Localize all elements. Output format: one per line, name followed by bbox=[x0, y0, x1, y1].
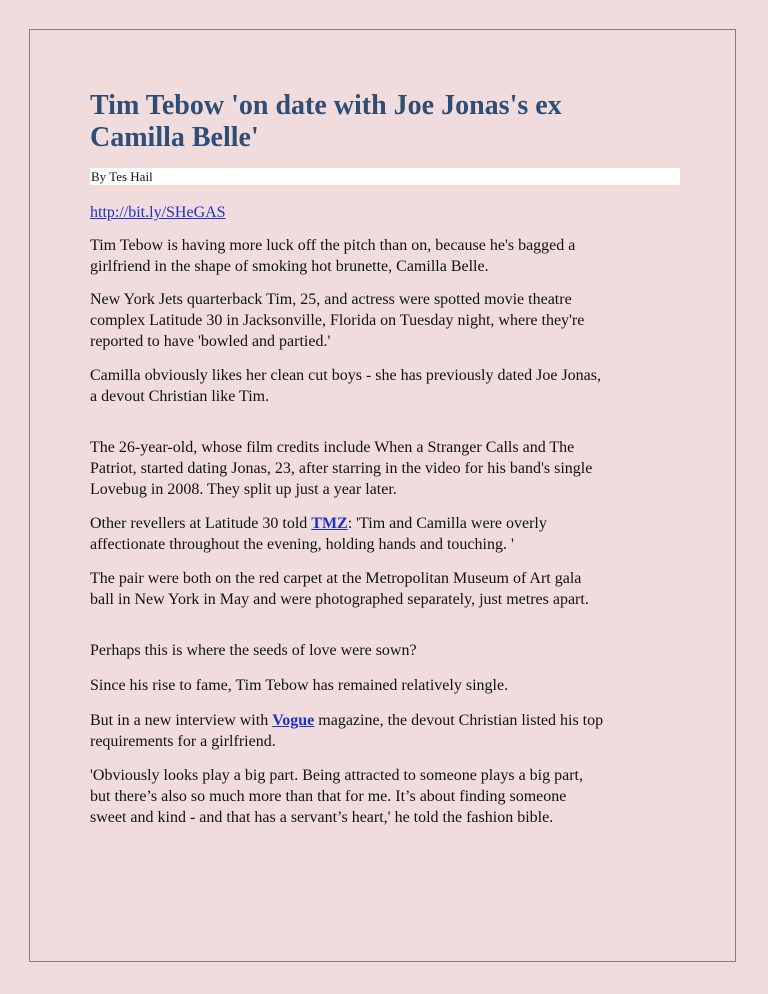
paragraph-9-text-start: But in a new interview with bbox=[90, 712, 273, 729]
paragraph-10: 'Obviously looks play a big part. Being attracted to someone plays a big part, but there’s also so much more than that for me. It’s about finding someone sweet and kind - and that has a servant’s heart,' he told the fashion bible. bbox=[90, 767, 583, 826]
tmz-link[interactable]: TMZ bbox=[311, 515, 348, 532]
paragraph-5 bbox=[90, 513, 680, 555]
paragraph-5-text-end: : 'Tim and Camilla were overly affectionate throughout the evening, holding hands and touching. ' bbox=[90, 515, 547, 553]
paragraph-4: The 26-year-old, whose film credits include When a Stranger Calls and The Patriot, started dating Jonas, 23, after starring in the video for his band's single Lovebug in 2008. They split up just a year later. bbox=[90, 439, 593, 498]
paragraph-9 bbox=[90, 710, 680, 752]
byline: By Tes Hail bbox=[90, 168, 680, 185]
paragraph-7: Perhaps this is where the seeds of love were sown? bbox=[90, 642, 417, 659]
paragraph-5-text-start: Other revellers at Latitude 30 told bbox=[90, 515, 312, 532]
paragraph-8: Since his rise to fame, Tim Tebow has remained relatively single. bbox=[90, 677, 509, 694]
paragraph-9-text-end: magazine, the devout Christian listed his top requirements for a girlfriend. bbox=[90, 712, 604, 750]
article-title: Tim Tebow 'on date with Joe Jonas's ex Camilla Belle' bbox=[90, 90, 562, 153]
paragraph-3: Camilla obviously likes her clean cut boys - she has previously dated Joe Jonas, a devout Christian like Tim. bbox=[90, 367, 602, 405]
short-link[interactable]: http://bit.ly/SHeGAS bbox=[90, 204, 226, 221]
article bbox=[90, 90, 680, 828]
paragraph-1: Tim Tebow is having more luck off the pitch than on, because he's bagged a girlfriend in the shape of smoking hot brunette, Camilla Belle. bbox=[90, 237, 576, 275]
paragraph-2: New York Jets quarterback Tim, 25, and actress were spotted movie theatre complex Latitude 30 in Jacksonville, Florida on Tuesday night, where they're reported to have 'bowled and partied.' bbox=[90, 291, 585, 350]
vogue-link[interactable]: Vogue bbox=[272, 712, 315, 729]
paragraph-6: The pair were both on the red carpet at the Metropolitan Museum of Art gala ball in New York in May and were photographed separately, just metres apart. bbox=[90, 570, 589, 608]
